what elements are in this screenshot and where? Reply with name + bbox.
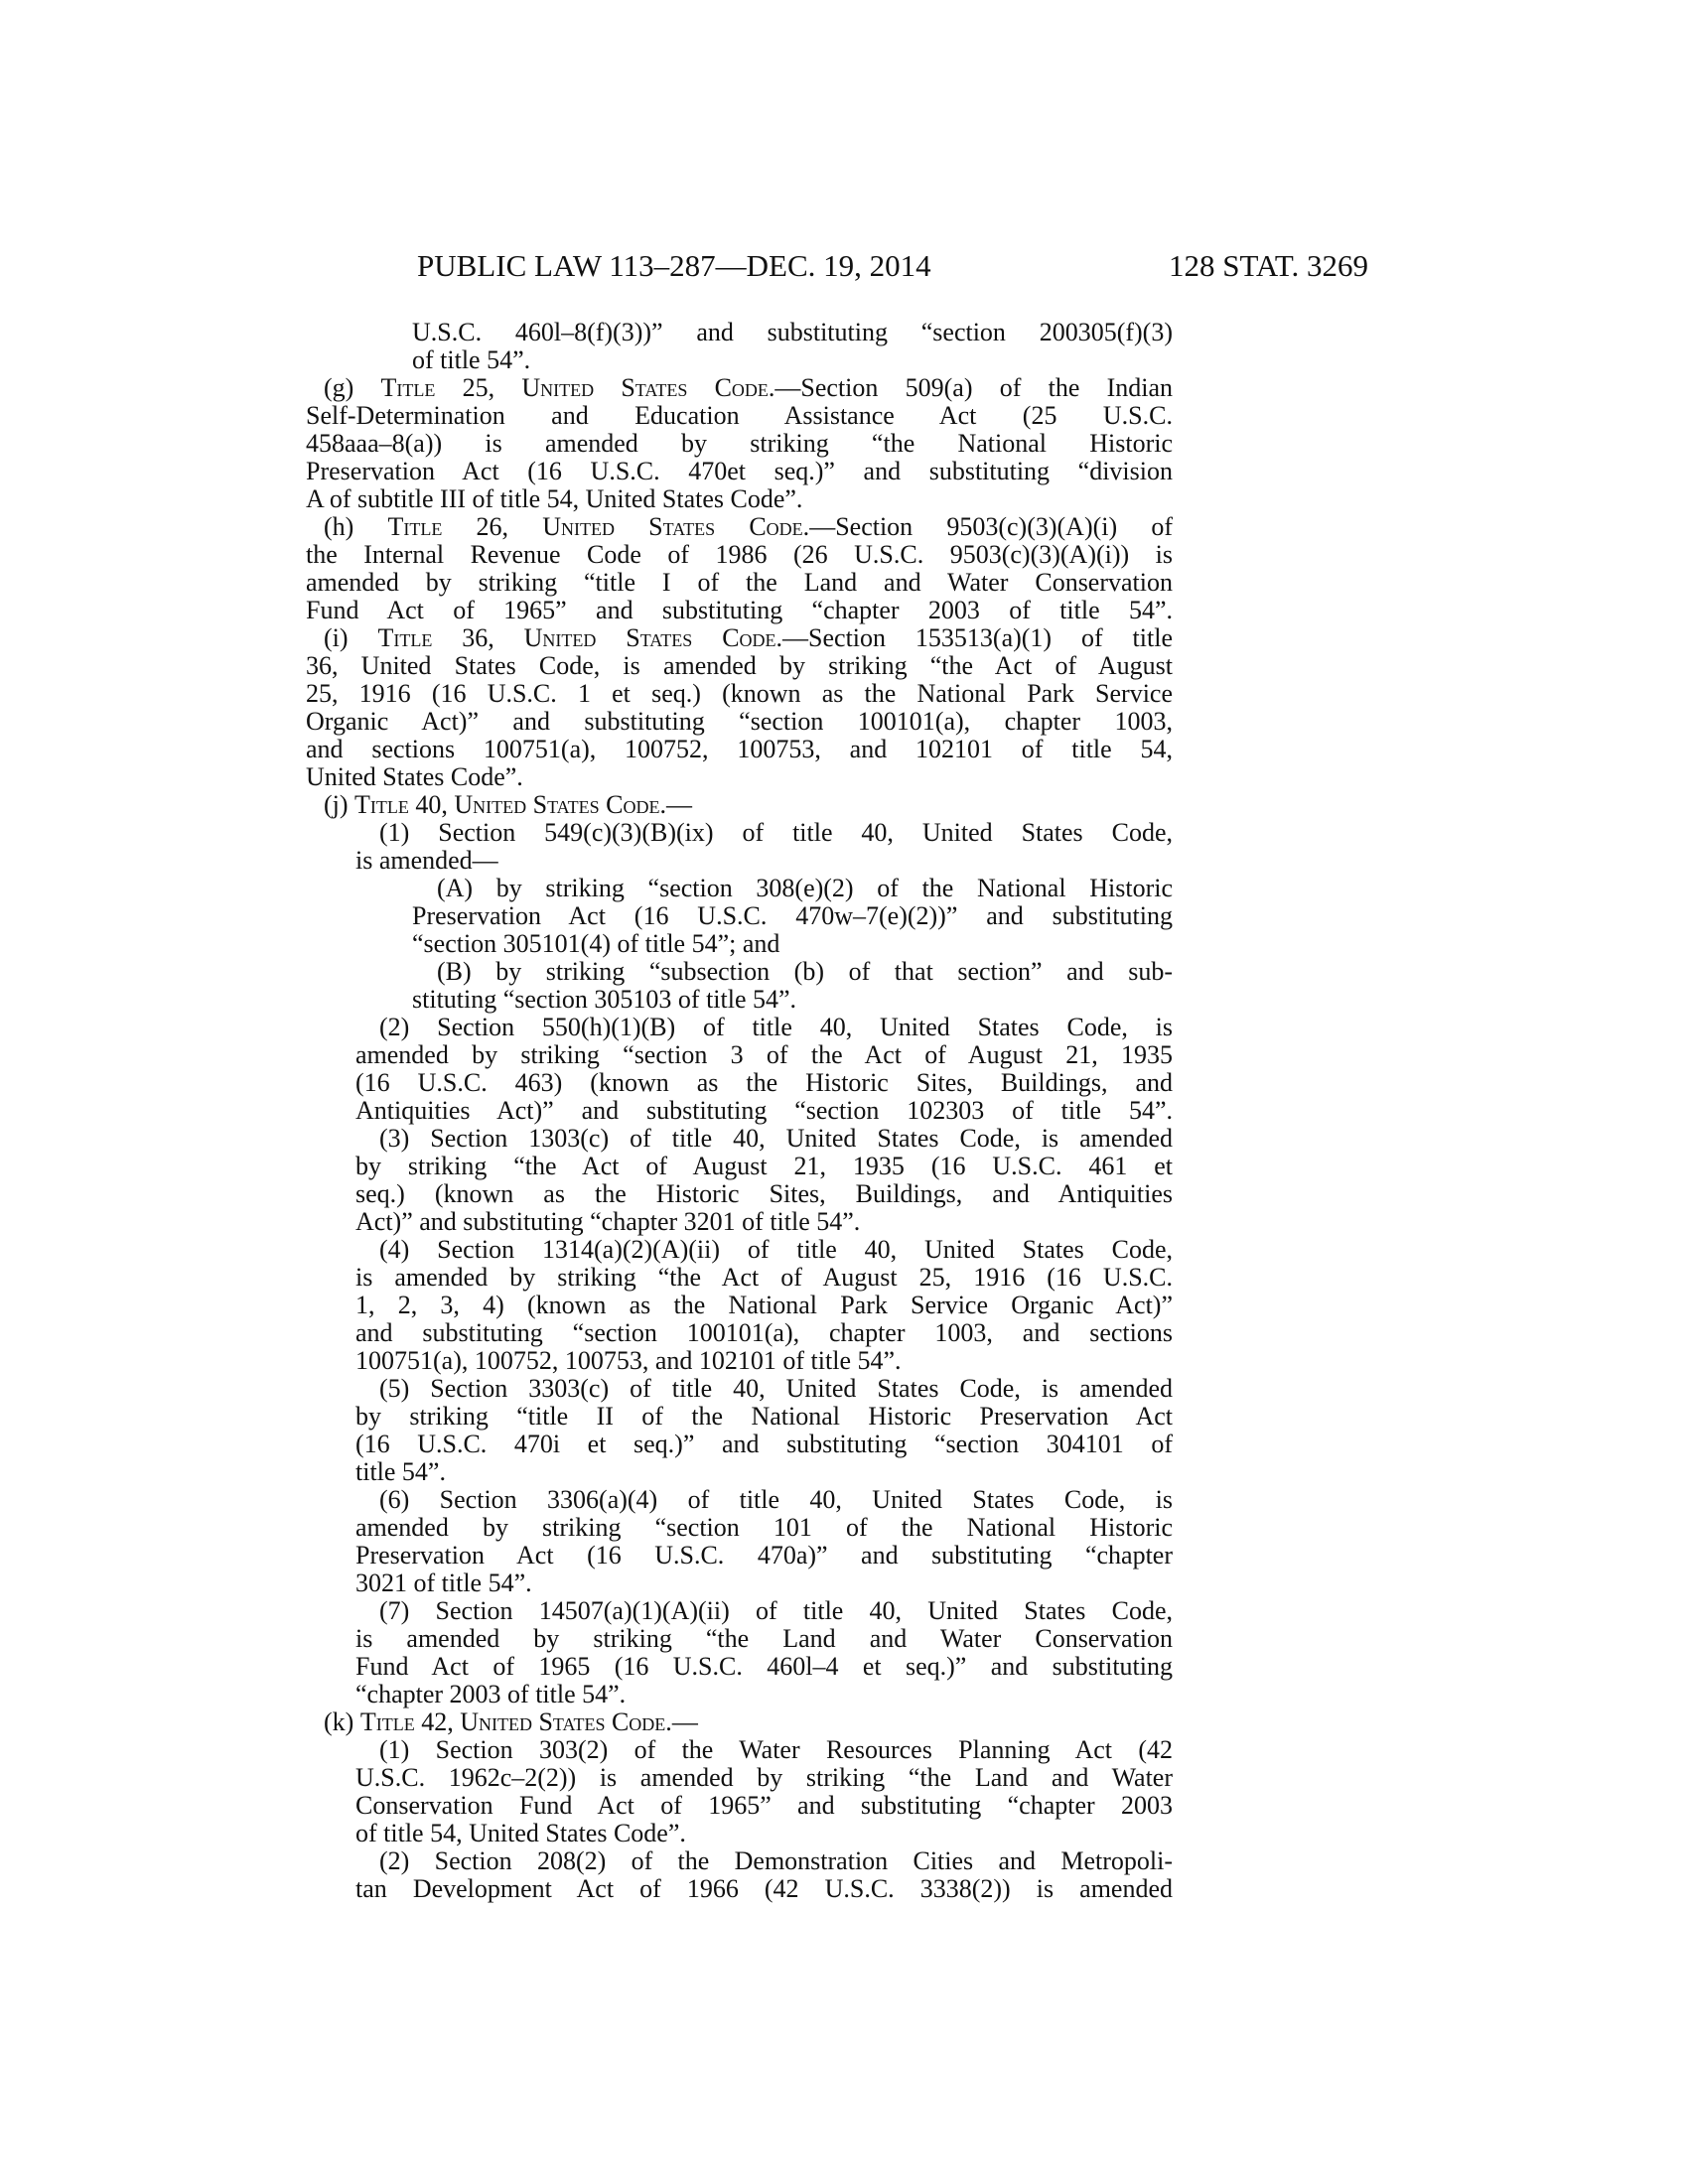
- statute-page-number: 128 STAT. 3269: [1168, 248, 1368, 283]
- line-text: (7) Section 14507(a)(1)(A)(ii) of title 40, United States Code,: [379, 1597, 1173, 1625]
- line-text: (4) Section 1314(a)(2)(A)(ii) of title 40, United States Code,: [379, 1236, 1173, 1264]
- text-line: [379, 1736, 1173, 1764]
- line-text: 3021 of title 54”.: [355, 1569, 532, 1597]
- text-line: [379, 1014, 1173, 1041]
- subsection-heading: Title 25, United States Code.: [380, 374, 775, 402]
- subsection-label: (h): [324, 513, 388, 541]
- line-text: Preservation Act (16 U.S.C. 470a)” and substituting “chapter: [355, 1542, 1173, 1570]
- line-text: Conservation Fund Act of 1965” and substituting “chapter 2003: [355, 1792, 1173, 1820]
- line-text: 458aaa–8(a)) is amended by striking “the National Historic: [306, 430, 1173, 458]
- line-text: Antiquities Act)” and substituting “section 102303 of title 54”.: [355, 1097, 1173, 1125]
- line-text: (2) Section 208(2) of the Demonstration Cities and Metropoli-: [379, 1847, 1173, 1875]
- text-line: [379, 819, 1173, 847]
- text-line: [355, 1875, 1173, 1903]
- line-text: and sections 100751(a), 100752, 100753, and 102101 of title 54,: [306, 736, 1173, 763]
- line-text: amended by striking “section 101 of the National Historic: [355, 1514, 1173, 1542]
- text-line: [306, 708, 1173, 736]
- line-text: U.S.C. 460l–8(f)(3))” and substituting “section 200305(f)(3): [412, 319, 1173, 346]
- line-text: by striking “title II of the National Historic Preservation Act: [355, 1403, 1173, 1431]
- text-line: [379, 1597, 1173, 1625]
- text-line: [379, 1236, 1173, 1264]
- line-text: (1) Section 549(c)(3)(B)(ix) of title 40, United States Code,: [379, 819, 1173, 847]
- running-header-title: PUBLIC LAW 113–287—DEC. 19, 2014: [417, 248, 931, 283]
- line-text: Organic Act)” and substituting “section 100101(a), chapter 1003,: [306, 708, 1173, 736]
- subsection-label: (j): [324, 790, 355, 819]
- line-text: —Section 9503(c)(3)(A)(i) of: [809, 513, 1173, 541]
- text-line: [355, 1403, 1173, 1431]
- line-text: title 54”.: [355, 1457, 446, 1486]
- line-text: A of subtitle III of title 54, United States Code”.: [306, 484, 803, 513]
- text-line: [355, 1764, 1173, 1792]
- text-line: [355, 847, 1173, 875]
- text-line: [355, 1570, 1173, 1597]
- text-line: [306, 485, 1173, 513]
- text-line: [437, 875, 1173, 902]
- text-line: [306, 652, 1173, 680]
- text-line: [355, 1542, 1173, 1570]
- line-text: the Internal Revenue Code of 1986 (26 U.S.C. 9503(c)(3)(A)(i)) is: [306, 541, 1173, 569]
- subsection-heading: Title 36, United States Code.: [377, 624, 783, 652]
- line-text: —Section 509(a) of the Indian: [774, 374, 1173, 402]
- text-line: [412, 346, 1173, 374]
- text-line: [306, 541, 1173, 569]
- text-line: [437, 958, 1173, 986]
- subsection-heading: Title 26, United States Code.: [387, 513, 810, 541]
- line-text: is amended—: [355, 846, 498, 875]
- line-text: Self-Determination and Education Assistance Act (25 U.S.C.: [306, 402, 1173, 430]
- line-text: 1, 2, 3, 4) (known as the National Park Service Organic Act)”: [355, 1292, 1173, 1319]
- line-text: —Section 153513(a)(1) of title: [782, 624, 1173, 652]
- line-text: seq.) (known as the Historic Sites, Buildings, and Antiquities: [355, 1180, 1173, 1208]
- text-line: [306, 597, 1173, 624]
- text-line: [355, 1180, 1173, 1208]
- text-line: [306, 458, 1173, 485]
- text-line: [355, 1792, 1173, 1820]
- line-text: U.S.C. 1962c–2(2)) is amended by striking “the Land and Water: [355, 1764, 1173, 1792]
- text-line: [306, 680, 1173, 708]
- text-line: [355, 1653, 1173, 1681]
- line-text: Act)” and substituting “chapter 3201 of title 54”.: [355, 1207, 861, 1236]
- text-line: [355, 1264, 1173, 1292]
- text-line: [355, 1319, 1173, 1347]
- line-text: “section 305101(4) of title 54”; and: [412, 929, 780, 958]
- line-text: United States Code”.: [306, 762, 523, 791]
- line-text: (2) Section 550(h)(1)(B) of title 40, United States Code, is: [379, 1014, 1173, 1041]
- text-line: [306, 402, 1173, 430]
- line-text: Preservation Act (16 U.S.C. 470w–7(e)(2))” and substituting: [412, 902, 1173, 930]
- text-line: [412, 902, 1173, 930]
- line-text: (16 U.S.C. 470i et seq.)” and substituting “section 304101 of: [355, 1431, 1173, 1458]
- text-line: [355, 1625, 1173, 1653]
- text-line: [355, 1431, 1173, 1458]
- line-text: Fund Act of 1965” and substituting “chapter 2003 of title 54”.: [306, 597, 1173, 624]
- line-text: of title 54”.: [412, 345, 531, 374]
- line-text: —: [671, 1707, 698, 1736]
- text-line: [355, 1153, 1173, 1180]
- line-text: (B) by striking “subsection (b) of that section” and sub-: [437, 958, 1173, 986]
- subsection-label: (k): [324, 1707, 360, 1736]
- line-text: is amended by striking “the Land and Water Conservation: [355, 1625, 1173, 1653]
- line-text: of title 54, United States Code”.: [355, 1819, 686, 1847]
- text-line: [355, 1097, 1173, 1125]
- text-line: [355, 1069, 1173, 1097]
- line-text: Fund Act of 1965 (16 U.S.C. 460l–4 et seq.)” and substituting: [355, 1653, 1173, 1681]
- text-line: [355, 1681, 1173, 1708]
- subsection-label: (g): [324, 374, 381, 402]
- text-line: [306, 430, 1173, 458]
- text-line: [324, 374, 1173, 402]
- line-text: amended by striking “section 3 of the Act of August 21, 1935: [355, 1041, 1173, 1069]
- text-line: [412, 986, 1173, 1014]
- line-text: (5) Section 3303(c) of title 40, United States Code, is amended: [379, 1375, 1173, 1403]
- line-text: 25, 1916 (16 U.S.C. 1 et seq.) (known as the National Park Service: [306, 680, 1173, 708]
- line-text: —: [666, 790, 693, 819]
- text-line: [324, 791, 1173, 819]
- subsection-label: (i): [324, 624, 378, 652]
- line-text: amended by striking “title I of the Land and Water Conservation: [306, 569, 1173, 597]
- text-line: [306, 736, 1173, 763]
- text-line: [355, 1820, 1173, 1847]
- line-text: (A) by striking “section 308(e)(2) of the National Historic: [437, 875, 1173, 902]
- line-text: is amended by striking “the Act of August 25, 1916 (16 U.S.C.: [355, 1264, 1173, 1292]
- line-text: tan Development Act of 1966 (42 U.S.C. 3338(2)) is amended: [355, 1875, 1173, 1903]
- text-line: [412, 319, 1173, 346]
- line-text: (1) Section 303(2) of the Water Resources Planning Act (42: [379, 1736, 1173, 1764]
- line-text: stituting “section 305103 of title 54”.: [412, 985, 797, 1014]
- line-text: “chapter 2003 of title 54”.: [355, 1680, 627, 1708]
- text-line: [355, 1514, 1173, 1542]
- text-line: [379, 1847, 1173, 1875]
- document-body: [0, 319, 1688, 1903]
- text-line: [379, 1486, 1173, 1514]
- line-text: (16 U.S.C. 463) (known as the Historic Sites, Buildings, and: [355, 1069, 1173, 1097]
- line-text: and substituting “section 100101(a), chapter 1003, and sections: [355, 1319, 1173, 1347]
- text-line: [324, 1708, 1173, 1736]
- text-line: [355, 1458, 1173, 1486]
- subsection-heading: Title 42, United States Code.: [359, 1707, 672, 1736]
- text-line: [379, 1375, 1173, 1403]
- line-text: (6) Section 3306(a)(4) of title 40, United States Code, is: [379, 1486, 1173, 1514]
- line-text: Preservation Act (16 U.S.C. 470et seq.)” and substituting “division: [306, 458, 1173, 485]
- line-text: 100751(a), 100752, 100753, and 102101 of title 54”.: [355, 1346, 902, 1375]
- text-line: [355, 1041, 1173, 1069]
- line-text: by striking “the Act of August 21, 1935 (16 U.S.C. 461 et: [355, 1153, 1173, 1180]
- subsection-heading: Title 40, United States Code.: [354, 790, 667, 819]
- line-text: (3) Section 1303(c) of title 40, United States Code, is amended: [379, 1125, 1173, 1153]
- text-line: [324, 513, 1173, 541]
- text-line: [306, 763, 1173, 791]
- text-line: [355, 1292, 1173, 1319]
- text-line: [306, 569, 1173, 597]
- text-line: [379, 1125, 1173, 1153]
- line-text: 36, United States Code, is amended by striking “the Act of August: [306, 652, 1173, 680]
- text-line: [355, 1347, 1173, 1375]
- text-line: [324, 624, 1173, 652]
- text-line: [412, 930, 1173, 958]
- text-line: [355, 1208, 1173, 1236]
